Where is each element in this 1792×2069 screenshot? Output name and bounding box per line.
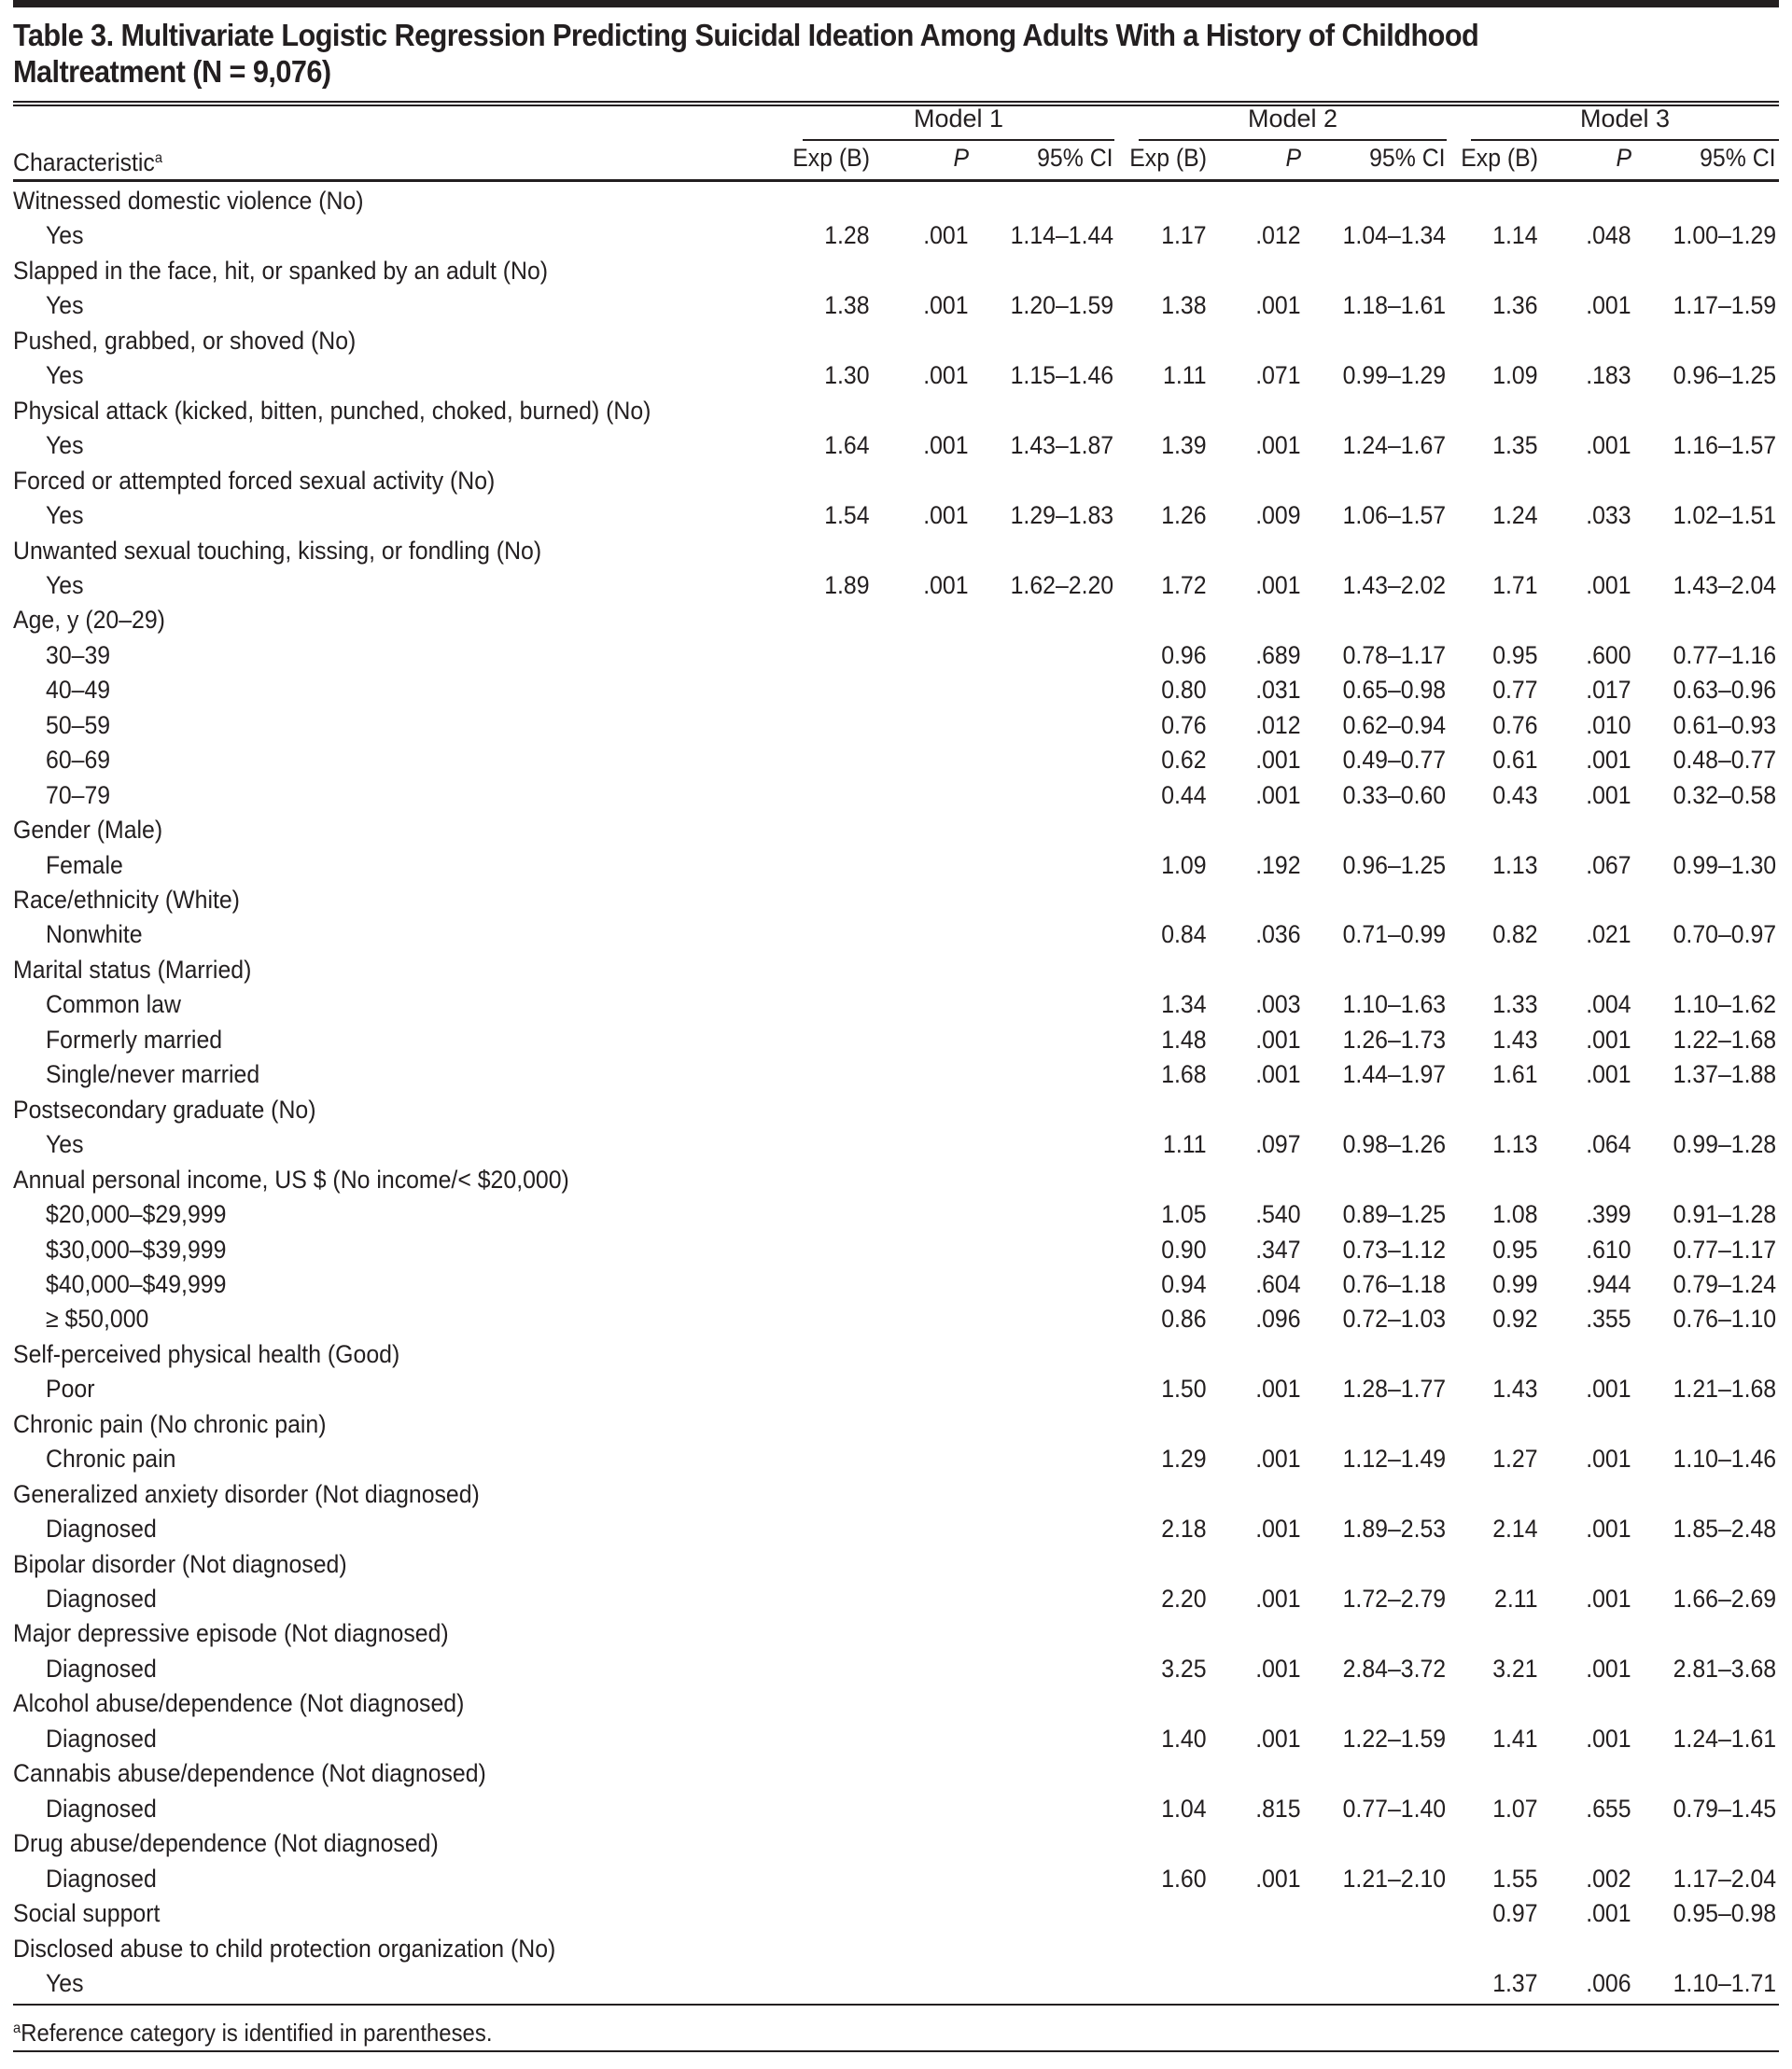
model-3-ci-cell: 1.10–1.46 xyxy=(1673,1445,1776,1474)
model-3-exp-cell: 0.99 xyxy=(1492,1269,1538,1298)
model-2-ci-cell: 0.89–1.25 xyxy=(1342,1200,1446,1229)
model-2-ci-cell: 1.22–1.59 xyxy=(1342,1724,1446,1753)
model-2-p-cell: .689 xyxy=(1255,640,1301,669)
model-2-ci-cell: 1.10–1.63 xyxy=(1342,990,1446,1019)
row-level-label: Yes xyxy=(46,1968,84,1997)
model-3-p-cell: .001 xyxy=(1586,746,1631,775)
model-1-ci-cell: 1.15–1.46 xyxy=(1010,361,1113,390)
model-2-exp-cell: 0.96 xyxy=(1161,640,1207,669)
row-level-label: Chronic pain xyxy=(46,1445,176,1474)
model-2-exp-cell: 1.11 xyxy=(1163,361,1207,390)
model-3-ci-cell: 0.48–0.77 xyxy=(1673,746,1776,775)
footnote xyxy=(13,2013,492,2048)
model-3-ci-cell: 1.10–1.62 xyxy=(1673,990,1776,1019)
model-3-exp-cell: 1.14 xyxy=(1492,221,1538,250)
model-1-p-header: P xyxy=(953,144,969,172)
row-variable-label: Alcohol abuse/dependence (Not diagnosed) xyxy=(13,1689,465,1718)
model-3-ci-cell: 0.76–1.10 xyxy=(1673,1305,1776,1334)
row-variable-label: Annual personal income, US $ (No income/< $20,000) xyxy=(13,1165,569,1194)
model-1-exp-cell: 1.28 xyxy=(824,221,870,250)
row-level-label: Diagnosed xyxy=(46,1654,157,1683)
model-2-ci-cell: 1.72–2.79 xyxy=(1342,1585,1446,1613)
model-3-p-cell: .006 xyxy=(1586,1968,1631,1997)
model-1-p-cell: .001 xyxy=(923,221,969,250)
model-2-p-cell: .001 xyxy=(1255,1060,1301,1089)
model-2-p-cell: .815 xyxy=(1255,1794,1301,1823)
table-bottom-rule xyxy=(13,2004,1779,2006)
model-2-exp-cell: 2.18 xyxy=(1161,1515,1207,1544)
model-3-ci-cell: 0.70–0.97 xyxy=(1673,920,1776,949)
model-3-p-cell: .183 xyxy=(1586,361,1631,390)
model-3-exp-cell: 0.76 xyxy=(1492,710,1538,739)
row-variable-label: Witnessed domestic violence (No) xyxy=(13,187,364,215)
model-3-ci-cell: 0.99–1.28 xyxy=(1673,1130,1776,1159)
row-level-label: Diagnosed xyxy=(46,1864,157,1893)
row-level-label: Yes xyxy=(46,570,84,599)
model-3-exp-cell: 1.36 xyxy=(1492,291,1538,320)
model-2-p-cell: .096 xyxy=(1255,1305,1301,1334)
model-2-ci-header: 95% CI xyxy=(1369,144,1446,172)
footnote-marker: a xyxy=(154,150,163,166)
model-2-p-cell: .001 xyxy=(1255,1025,1301,1054)
model-1-ci-cell: 1.20–1.59 xyxy=(1010,291,1113,320)
model-2-p-cell: .192 xyxy=(1255,850,1301,879)
model-3-p-cell: .001 xyxy=(1586,1445,1631,1474)
model-3-exp-cell: 0.95 xyxy=(1492,1235,1538,1264)
model-2-exp-cell: 1.38 xyxy=(1161,291,1207,320)
model-2-ci-cell: 1.18–1.61 xyxy=(1342,291,1446,320)
model-2-p-cell: .071 xyxy=(1255,361,1301,390)
model-3-exp-cell: 1.55 xyxy=(1492,1864,1538,1893)
model-1-p-cell: .001 xyxy=(923,431,969,460)
model-2-exp-cell: 1.29 xyxy=(1161,1445,1207,1474)
top-rule xyxy=(13,0,1779,7)
model-3-p-cell: .048 xyxy=(1586,221,1631,250)
row-variable-label: Disclosed abuse to child protection organization (No) xyxy=(13,1934,556,1963)
model-3-exp-cell: 1.61 xyxy=(1492,1060,1538,1089)
model-1-ci-cell: 1.62–2.20 xyxy=(1010,570,1113,599)
model-2-p-cell: .001 xyxy=(1255,1654,1301,1683)
model-3-exp-cell: 1.35 xyxy=(1492,431,1538,460)
model-2-exp-cell: 1.68 xyxy=(1161,1060,1207,1089)
row-level-label: ≥ $50,000 xyxy=(46,1305,149,1334)
model-3-ci-cell: 0.63–0.96 xyxy=(1673,676,1776,705)
row-variable-label: Major depressive episode (Not diagnosed) xyxy=(13,1619,449,1648)
model-3-p-cell: .033 xyxy=(1586,501,1631,530)
row-variable-label: Generalized anxiety disorder (Not diagnosed) xyxy=(13,1479,480,1508)
model-3-exp-cell: 1.41 xyxy=(1492,1724,1538,1753)
model-2-p-cell: .540 xyxy=(1255,1200,1301,1229)
model-2-ci-cell: 0.96–1.25 xyxy=(1342,850,1446,879)
model-3-p-cell: .001 xyxy=(1586,1025,1631,1054)
model-3-p-cell: .944 xyxy=(1586,1269,1631,1298)
model-3-exp-cell: 2.11 xyxy=(1494,1585,1538,1613)
model-3-ci-cell: 0.96–1.25 xyxy=(1673,361,1776,390)
model-3-p-cell: .001 xyxy=(1586,1515,1631,1544)
row-variable-label: Race/ethnicity (White) xyxy=(13,886,240,914)
model-2-p-cell: .036 xyxy=(1255,920,1301,949)
model-3-p-cell: .001 xyxy=(1586,1060,1631,1089)
model-2-p-cell: .001 xyxy=(1255,746,1301,775)
row-variable-label: Drug abuse/dependence (Not diagnosed) xyxy=(13,1829,439,1858)
model-1-ci-header: 95% CI xyxy=(1037,144,1113,172)
model-3-ci-cell: 0.77–1.16 xyxy=(1673,640,1776,669)
model-2-ci-cell: 0.78–1.17 xyxy=(1342,640,1446,669)
model-2-exp-cell: 1.60 xyxy=(1161,1864,1207,1893)
model-2-exp-cell: 1.50 xyxy=(1161,1375,1207,1404)
model-3-ci-cell: 0.79–1.24 xyxy=(1673,1269,1776,1298)
model-3-ci-cell: 1.22–1.68 xyxy=(1673,1025,1776,1054)
model-3-p-header: P xyxy=(1616,144,1631,172)
row-level-label: 50–59 xyxy=(46,710,111,739)
row-variable-label: Physical attack (kicked, bitten, punched, choked, burned) (No) xyxy=(13,396,651,425)
model-3-p-cell: .001 xyxy=(1586,1654,1631,1683)
model-3-exp-cell: 1.13 xyxy=(1492,1130,1538,1159)
model-3-exp-cell: 1.33 xyxy=(1492,990,1538,1019)
model-2-ci-cell: 1.21–2.10 xyxy=(1342,1864,1446,1893)
model-3-p-cell: .010 xyxy=(1586,710,1631,739)
model-3-ci-cell: 0.95–0.98 xyxy=(1673,1899,1776,1928)
row-level-label: $30,000–$39,999 xyxy=(46,1235,227,1264)
model-1-p-cell: .001 xyxy=(923,501,969,530)
model-3-p-cell: .002 xyxy=(1586,1864,1631,1893)
row-level-label: 30–39 xyxy=(46,640,111,669)
model-2-exp-cell: 0.44 xyxy=(1161,780,1207,809)
row-variable-label: Gender (Male) xyxy=(13,816,163,845)
row-level-label: Yes xyxy=(46,221,84,250)
model-3-exp-cell: 1.43 xyxy=(1492,1375,1538,1404)
model-2-ci-cell: 0.71–0.99 xyxy=(1342,920,1446,949)
model-1-p-cell: .001 xyxy=(923,570,969,599)
model-2-exp-cell: 0.76 xyxy=(1161,710,1207,739)
model-3-exp-cell: 0.97 xyxy=(1492,1899,1538,1928)
model-3-exp-cell: 1.09 xyxy=(1492,361,1538,390)
model-3-p-cell: .600 xyxy=(1586,640,1631,669)
model-2-ci-cell: 1.44–1.97 xyxy=(1342,1060,1446,1089)
model-2-p-cell: .012 xyxy=(1255,710,1301,739)
model-3-ci-cell: 1.17–2.04 xyxy=(1673,1864,1776,1893)
model-1-exp-cell: 1.64 xyxy=(824,431,870,460)
model-3-ci-cell: 1.16–1.57 xyxy=(1673,431,1776,460)
model-1-exp-cell: 1.54 xyxy=(824,501,870,530)
model-3-ci-cell: 1.21–1.68 xyxy=(1673,1375,1776,1404)
model-3-exp-cell: 1.27 xyxy=(1492,1445,1538,1474)
model-3-ci-cell: 1.10–1.71 xyxy=(1673,1968,1776,1997)
model-2-p-cell: .604 xyxy=(1255,1269,1301,1298)
row-level-label: Diagnosed xyxy=(46,1724,157,1753)
row-level-label: 60–69 xyxy=(46,746,111,775)
row-level-label: Yes xyxy=(46,291,84,320)
model-3-exp-cell: 1.71 xyxy=(1492,570,1538,599)
model-3-exp-cell: 1.07 xyxy=(1492,1794,1538,1823)
model-2-ci-cell: 0.72–1.03 xyxy=(1342,1305,1446,1334)
model-3-p-cell: .001 xyxy=(1586,1585,1631,1613)
table-title: Table 3. Multivariate Logistic Regression Predicting Suicidal Ideation Among Adults With a History of Childhood Maltreatment (N = 9,076) xyxy=(13,18,1479,89)
model-3-p-cell: .355 xyxy=(1586,1305,1631,1334)
model-2-ci-cell: 1.06–1.57 xyxy=(1342,501,1446,530)
model-3-ci-cell: 1.00–1.29 xyxy=(1673,221,1776,250)
model-3-ci-cell: 1.17–1.59 xyxy=(1673,291,1776,320)
model-3-exp-cell: 0.82 xyxy=(1492,920,1538,949)
model-3-exp-cell: 1.37 xyxy=(1492,1968,1538,1997)
model-2-exp-cell: 1.26 xyxy=(1161,501,1207,530)
model-3-ci-cell: 1.24–1.61 xyxy=(1673,1724,1776,1753)
row-variable-label: Self-perceived physical health (Good) xyxy=(13,1339,400,1368)
row-level-label: Female xyxy=(46,850,123,879)
model-2-exp-cell: 1.48 xyxy=(1161,1025,1207,1054)
model-2-ci-cell: 0.98–1.26 xyxy=(1342,1130,1446,1159)
model-1-exp-cell: 1.89 xyxy=(824,570,870,599)
row-level-label: Diagnosed xyxy=(46,1794,157,1823)
model-2-p-cell: .001 xyxy=(1255,1585,1301,1613)
row-level-label: 40–49 xyxy=(46,676,111,705)
model-1-exp-cell: 1.38 xyxy=(824,291,870,320)
model-2-p-cell: .009 xyxy=(1255,501,1301,530)
row-level-label: Nonwhite xyxy=(46,920,143,949)
model-2-p-cell: .001 xyxy=(1255,1515,1301,1544)
model-3-p-cell: .399 xyxy=(1586,1200,1631,1229)
model-1-p-cell: .001 xyxy=(923,361,969,390)
row-level-label: Yes xyxy=(46,501,84,530)
model-3-header: Model 3 xyxy=(1579,105,1671,133)
row-variable-label: Slapped in the face, hit, or spanked by an adult (No) xyxy=(13,256,549,285)
model-3-p-cell: .001 xyxy=(1586,1724,1631,1753)
model-3-exp-cell: 1.43 xyxy=(1492,1025,1538,1054)
model-3-p-cell: .017 xyxy=(1586,676,1631,705)
model-3-exp-cell: 0.43 xyxy=(1492,780,1538,809)
model-2-exp-cell: 1.34 xyxy=(1161,990,1207,1019)
model-3-p-cell: .001 xyxy=(1586,1375,1631,1404)
header-bottom-rule xyxy=(13,179,1779,182)
model-2-p-cell: .001 xyxy=(1255,1864,1301,1893)
model-3-ci-cell: 0.77–1.17 xyxy=(1673,1235,1776,1264)
model-1-p-cell: .001 xyxy=(923,291,969,320)
row-level-label: $40,000–$49,999 xyxy=(46,1269,227,1298)
model-3-p-cell: .021 xyxy=(1586,920,1631,949)
model-2-p-cell: .347 xyxy=(1255,1235,1301,1264)
model-2-exp-cell: 0.86 xyxy=(1161,1305,1207,1334)
model-3-p-cell: .001 xyxy=(1586,291,1631,320)
model-3-p-cell: .001 xyxy=(1586,780,1631,809)
model-1-ci-cell: 1.14–1.44 xyxy=(1010,221,1113,250)
model-2-p-cell: .012 xyxy=(1255,221,1301,250)
model-2-ci-cell: 0.33–0.60 xyxy=(1342,780,1446,809)
model-3-exp-cell: 2.14 xyxy=(1492,1515,1538,1544)
model-2-p-cell: .001 xyxy=(1255,1375,1301,1404)
model-2-ci-cell: 1.26–1.73 xyxy=(1342,1025,1446,1054)
model-3-ci-cell: 2.81–3.68 xyxy=(1673,1654,1776,1683)
row-level-label: Single/never married xyxy=(46,1060,260,1089)
row-level-label: Yes xyxy=(46,1130,84,1159)
model-2-exp-cell: 0.90 xyxy=(1161,1235,1207,1264)
model-3-ci-cell: 0.79–1.45 xyxy=(1673,1794,1776,1823)
row-level-label: Common law xyxy=(46,990,181,1019)
model-2-ci-cell: 1.89–2.53 xyxy=(1342,1515,1446,1544)
row-level-label: $20,000–$29,999 xyxy=(46,1200,227,1229)
model-3-ci-cell: 0.61–0.93 xyxy=(1673,710,1776,739)
model-1-exp-header: Exp (B) xyxy=(792,144,870,172)
model-2-ci-cell: 1.04–1.34 xyxy=(1342,221,1446,250)
characteristic-header xyxy=(13,141,162,180)
model-2-ci-cell: 1.28–1.77 xyxy=(1342,1375,1446,1404)
model-3-p-cell: .001 xyxy=(1586,431,1631,460)
model-2-ci-cell: 0.99–1.29 xyxy=(1342,361,1446,390)
model-2-p-cell: .001 xyxy=(1255,1445,1301,1474)
model-3-exp-cell: 1.13 xyxy=(1492,850,1538,879)
model-2-ci-cell: 0.76–1.18 xyxy=(1342,1269,1446,1298)
row-variable-label: Cannabis abuse/dependence (Not diagnosed) xyxy=(13,1759,486,1788)
model-2-exp-cell: 2.20 xyxy=(1161,1585,1207,1613)
model-1-ci-cell: 1.43–1.87 xyxy=(1010,431,1113,460)
model-2-ci-cell: 0.77–1.40 xyxy=(1342,1794,1446,1823)
model-2-ci-cell: 0.49–0.77 xyxy=(1342,746,1446,775)
model-2-exp-cell: 1.39 xyxy=(1161,431,1207,460)
row-variable-label: Age, y (20–29) xyxy=(13,606,165,635)
model-3-exp-cell: 0.61 xyxy=(1492,746,1538,775)
row-level-label: 70–79 xyxy=(46,780,111,809)
model-2-exp-cell: 1.17 xyxy=(1161,221,1207,250)
model-3-ci-cell: 1.85–2.48 xyxy=(1673,1515,1776,1544)
model-3-ci-cell: 1.66–2.69 xyxy=(1673,1585,1776,1613)
footnote-text: Reference category is identified in parentheses. xyxy=(21,2019,493,2047)
model-2-exp-cell: 1.09 xyxy=(1161,850,1207,879)
model-2-p-cell: .001 xyxy=(1255,291,1301,320)
model-2-exp-header: Exp (B) xyxy=(1129,144,1207,172)
model-2-p-cell: .097 xyxy=(1255,1130,1301,1159)
model-3-exp-cell: 1.08 xyxy=(1492,1200,1538,1229)
model-1-header: Model 1 xyxy=(913,105,1004,133)
footnote-sup: a xyxy=(13,2020,21,2036)
row-variable-label: Bipolar disorder (Not diagnosed) xyxy=(13,1549,347,1578)
model-2-ci-cell: 1.24–1.67 xyxy=(1342,431,1446,460)
model-2-exp-cell: 1.40 xyxy=(1161,1724,1207,1753)
model-2-ci-cell: 1.43–2.02 xyxy=(1342,570,1446,599)
model-3-exp-cell: 3.21 xyxy=(1492,1654,1538,1683)
row-variable-label: Social support xyxy=(13,1899,161,1928)
model-3-ci-cell: 1.02–1.51 xyxy=(1673,501,1776,530)
model-3-ci-cell: 1.43–2.04 xyxy=(1673,570,1776,599)
model-2-ci-cell: 0.62–0.94 xyxy=(1342,710,1446,739)
model-3-ci-cell: 1.37–1.88 xyxy=(1673,1060,1776,1089)
row-variable-label: Postsecondary graduate (No) xyxy=(13,1095,316,1124)
model-2-ci-cell: 0.65–0.98 xyxy=(1342,676,1446,705)
model-2-exp-cell: 1.04 xyxy=(1161,1794,1207,1823)
row-level-label: Formerly married xyxy=(46,1025,223,1054)
model-2-p-cell: .031 xyxy=(1255,676,1301,705)
row-variable-label: Marital status (Married) xyxy=(13,955,252,984)
bottom-rule xyxy=(13,2050,1779,2052)
model-2-exp-cell: 1.72 xyxy=(1161,570,1207,599)
model-3-p-cell: .064 xyxy=(1586,1130,1631,1159)
model-2-exp-cell: 1.05 xyxy=(1161,1200,1207,1229)
model-2-p-cell: .001 xyxy=(1255,780,1301,809)
model-2-p-cell: .001 xyxy=(1255,1724,1301,1753)
model-3-exp-header: Exp (B) xyxy=(1461,144,1538,172)
model-2-p-header: P xyxy=(1285,144,1301,172)
model-2-p-cell: .001 xyxy=(1255,570,1301,599)
model-2-p-cell: .001 xyxy=(1255,431,1301,460)
model-3-p-cell: .001 xyxy=(1586,570,1631,599)
model-3-ci-cell: 0.32–0.58 xyxy=(1673,780,1776,809)
row-level-label: Yes xyxy=(46,431,84,460)
row-variable-label: Forced or attempted forced sexual activity (No) xyxy=(13,466,496,495)
row-variable-label: Pushed, grabbed, or shoved (No) xyxy=(13,326,357,355)
model-3-ci-cell: 0.99–1.30 xyxy=(1673,850,1776,879)
model-2-exp-cell: 0.84 xyxy=(1161,920,1207,949)
model-1-exp-cell: 1.30 xyxy=(824,361,870,390)
model-3-ci-cell: 0.91–1.28 xyxy=(1673,1200,1776,1229)
model-2-header: Model 2 xyxy=(1247,105,1338,133)
model-2-ci-cell: 0.73–1.12 xyxy=(1342,1235,1446,1264)
characteristic-header-text: Characteristic xyxy=(13,148,155,176)
row-level-label: Diagnosed xyxy=(46,1585,157,1613)
model-3-p-cell: .001 xyxy=(1586,1899,1631,1928)
model-3-ci-header: 95% CI xyxy=(1700,144,1776,172)
model-3-exp-cell: 0.77 xyxy=(1492,676,1538,705)
row-level-label: Yes xyxy=(46,361,84,390)
model-1-ci-cell: 1.29–1.83 xyxy=(1010,501,1113,530)
row-variable-label: Unwanted sexual touching, kissing, or fondling (No) xyxy=(13,536,542,565)
model-3-exp-cell: 0.92 xyxy=(1492,1305,1538,1334)
model-2-ci-cell: 1.12–1.49 xyxy=(1342,1445,1446,1474)
model-3-exp-cell: 1.24 xyxy=(1492,501,1538,530)
model-2-p-cell: .003 xyxy=(1255,990,1301,1019)
model-2-ci-cell: 2.84–3.72 xyxy=(1342,1654,1446,1683)
row-variable-label: Chronic pain (No chronic pain) xyxy=(13,1409,327,1438)
model-2-exp-cell: 0.80 xyxy=(1161,676,1207,705)
model-3-p-cell: .067 xyxy=(1586,850,1631,879)
model-2-exp-cell: 3.25 xyxy=(1161,1654,1207,1683)
model-3-p-cell: .004 xyxy=(1586,990,1631,1019)
model-3-p-cell: .655 xyxy=(1586,1794,1631,1823)
model-3-exp-cell: 0.95 xyxy=(1492,640,1538,669)
row-level-label: Diagnosed xyxy=(46,1515,157,1544)
model-2-exp-cell: 0.94 xyxy=(1161,1269,1207,1298)
model-2-exp-cell: 0.62 xyxy=(1161,746,1207,775)
model-3-p-cell: .610 xyxy=(1586,1235,1631,1264)
model-2-exp-cell: 1.11 xyxy=(1163,1130,1207,1159)
row-level-label: Poor xyxy=(46,1375,95,1404)
